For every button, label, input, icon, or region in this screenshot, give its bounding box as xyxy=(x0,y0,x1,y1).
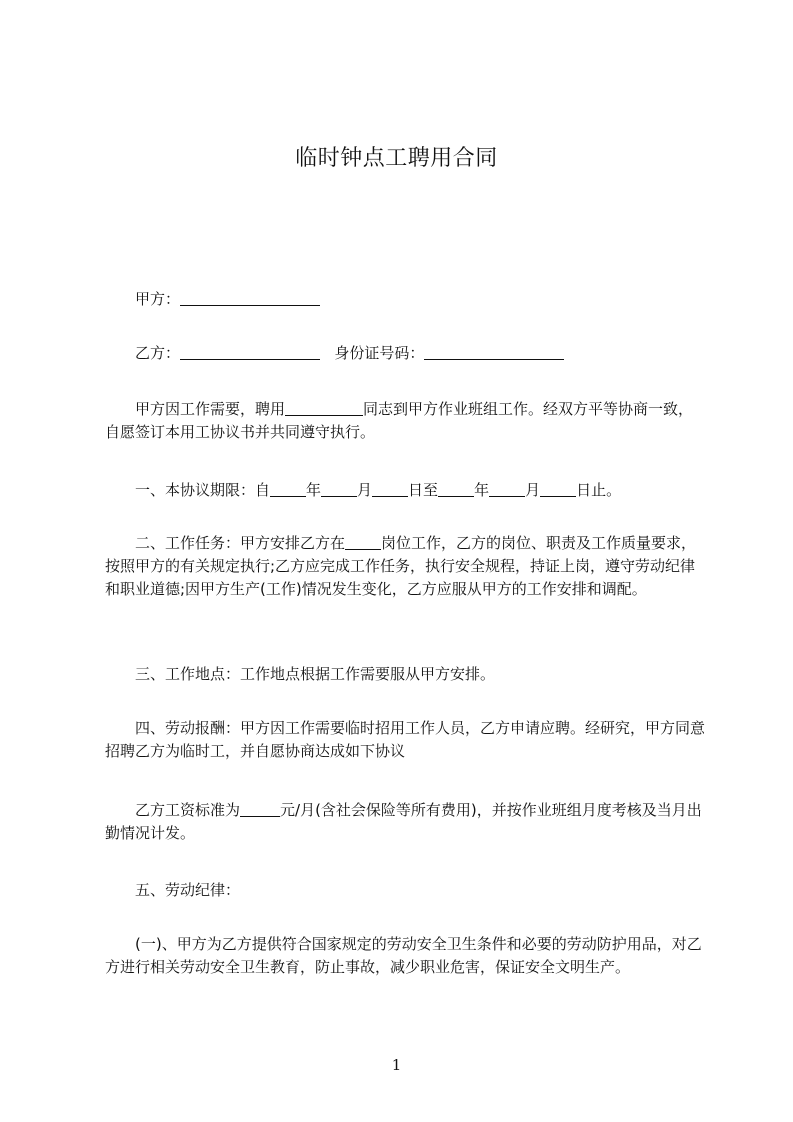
page-number: 1 xyxy=(391,1056,402,1074)
party-a-blank[interactable] xyxy=(180,290,320,306)
task-paragraph xyxy=(105,532,705,601)
wage-text-2: 元/月(含社会保险等所有费用)，并按作业班组月度考核及当月出勤情况计发。 xyxy=(105,801,702,842)
hired-name-blank[interactable] xyxy=(285,400,363,416)
year-label: 年 xyxy=(474,481,490,499)
pay-paragraph: 四、劳动报酬：甲方因工作需要临时招用工作人员，乙方申请应聘。经研究，甲方同意招聘乙方为临时工，并自愿协商达成如下协议 xyxy=(105,719,706,760)
wage-text-1: 乙方工资标准为 xyxy=(135,801,241,819)
id-number-label: 身份证号码： xyxy=(334,344,425,362)
intro-text-1: 甲方因工作需要，聘用 xyxy=(135,400,286,418)
party-b-label: 乙方： xyxy=(135,344,181,362)
party-a-line xyxy=(135,288,735,311)
month-label: 月 xyxy=(357,481,373,499)
term-end-label: 日止。 xyxy=(576,481,622,499)
task-text-2: 岗位工作，乙方的岗位、职责及工作质量要求，按照甲方的有关规定执行;乙方应完成工作任务，执行安全规程，持证上岗，遵守劳动纪律和职业道德;因甲方生产(工作)情况发生变化，乙方应服从甲方的工作安排和调配。 xyxy=(105,534,697,598)
page-title: 临时钟点工聘用合同 xyxy=(295,146,498,171)
party-a-label: 甲方： xyxy=(135,290,181,308)
intro-paragraph xyxy=(105,398,705,444)
id-number-blank[interactable] xyxy=(424,344,564,360)
location-line: 三、工作地点：工作地点根据工作需要服从甲方安排。 xyxy=(135,665,496,683)
party-b-line xyxy=(135,342,735,365)
party-b-blank[interactable] xyxy=(180,344,320,360)
term-line xyxy=(135,479,735,502)
start-month-blank[interactable] xyxy=(321,481,357,497)
task-text-1: 二、工作任务：甲方安排乙方在 xyxy=(135,534,346,552)
discipline-heading: 五、劳动纪律： xyxy=(135,881,241,899)
start-day-blank[interactable] xyxy=(372,481,408,497)
start-year-blank[interactable] xyxy=(270,481,306,497)
end-day-blank[interactable] xyxy=(540,481,576,497)
end-month-blank[interactable] xyxy=(489,481,525,497)
discipline-item-1: (一)、甲方为乙方提供符合国家规定的劳动安全卫生条件和必要的劳动防护用品，对乙方进行相关劳动安全卫生教育，防止事故，减少职业危害，保证安全文明生产。 xyxy=(105,935,702,976)
month-label: 月 xyxy=(525,481,541,499)
term-label: 一、本协议期限：自 xyxy=(135,481,271,499)
year-label: 年 xyxy=(306,481,322,499)
intro-text-2: 同志到甲方作业班组工作。经双方平等协商一致，自愿签订本用工协议书并共同遵守执行。 xyxy=(105,400,694,441)
wage-paragraph xyxy=(105,799,705,845)
day-to-label: 日至 xyxy=(408,481,439,499)
wage-blank[interactable] xyxy=(240,801,280,817)
position-blank[interactable] xyxy=(345,534,381,550)
end-year-blank[interactable] xyxy=(438,481,474,497)
